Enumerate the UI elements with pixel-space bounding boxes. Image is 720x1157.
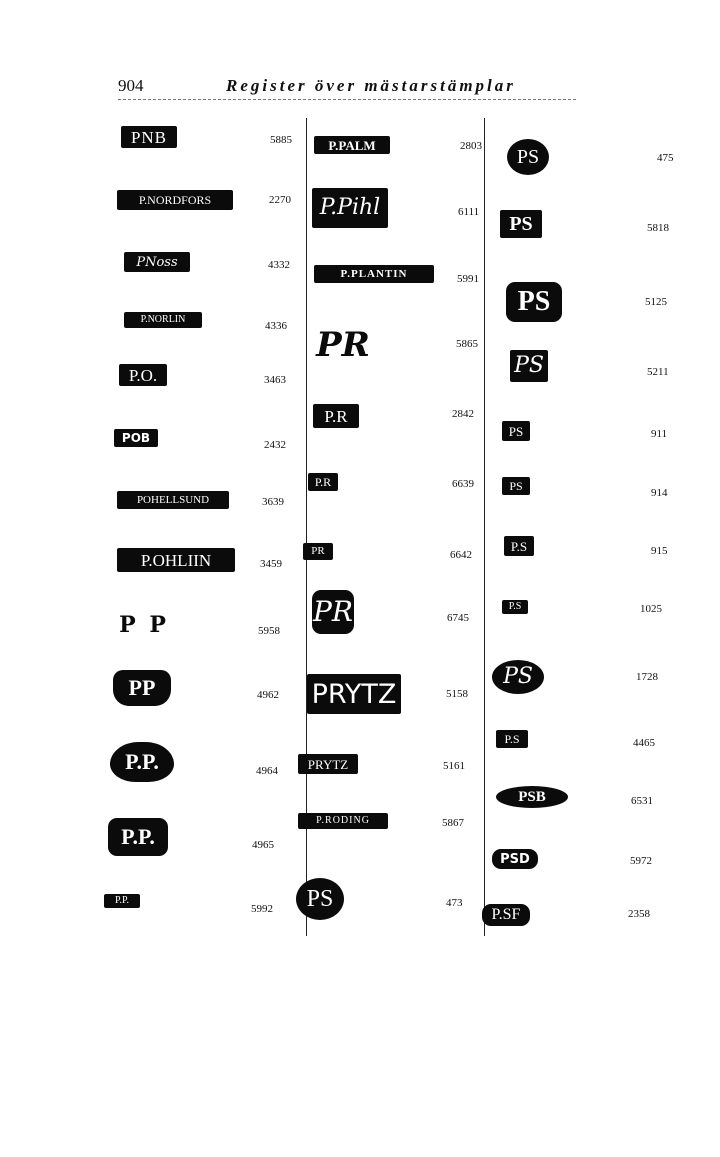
stamp-mark: P.P. [104,894,140,908]
stamp-mark: P.OHLIIN [117,548,235,572]
stamp-number: 2842 [452,408,474,420]
stamp-number: 915 [651,545,668,557]
stamp-number: 5158 [446,688,468,700]
stamp-number: 473 [446,897,463,909]
stamp-number: 5865 [456,338,478,350]
stamp-mark: PNB [121,126,177,148]
stamp-mark: PS [507,139,549,175]
stamp-mark: PSD [492,849,538,869]
stamp-mark: PR [303,543,333,560]
stamp-mark: PS [296,878,344,920]
stamp-mark: P.R [308,473,338,491]
stamp-mark: P.NORDFORS [117,190,233,210]
stamp-mark: P.NORLIN [124,312,202,328]
stamp-number: 6639 [452,478,474,490]
stamp-mark: P P [119,612,169,638]
stamp-number: 6111 [458,206,480,218]
stamp-mark: P.RODING [298,813,388,829]
stamp-mark: PS [510,350,548,382]
stamp-number: 2432 [264,439,286,451]
page-number: 904 [118,76,144,95]
stamp-number: 3639 [262,496,284,508]
stamp-mark: PNoss [124,252,190,272]
stamp-number: 2803 [460,140,482,152]
stamp-number: 914 [651,487,668,499]
stamp-number: 5867 [442,817,464,829]
stamp-number: 5161 [443,760,465,772]
stamp-mark: PS [502,477,530,495]
stamp-number: 911 [651,428,668,440]
stamp-mark: P.P. [108,818,168,856]
stamp-number: 5885 [270,134,292,146]
stamp-number: 5958 [258,625,280,637]
stamp-mark: P.SF [482,904,530,926]
stamp-number: 4336 [265,320,287,332]
stamp-mark: PS [492,660,544,694]
stamp-number: 5818 [647,222,669,234]
stamp-number: 6745 [447,612,469,624]
stamp-number: 475 [657,152,674,164]
stamp-number: 4964 [256,765,278,777]
stamp-number: 5991 [457,273,479,285]
stamp-mark: P.O. [119,364,167,386]
stamp-mark: P.S [496,730,528,748]
stamp-mark: PS [506,282,562,322]
stamp-mark: POHELLSUND [117,491,229,509]
stamp-number: 5211 [647,366,669,378]
stamp-mark: PP [113,670,171,706]
stamp-mark: P.S [502,600,528,614]
stamp-mark: PS [500,210,542,238]
stamp-number: 1728 [636,671,658,683]
stamp-mark: PSB [496,786,568,808]
stamp-mark: PRYTZ [307,674,401,714]
stamp-number: 3459 [260,558,282,570]
header-rule [118,99,576,100]
stamp-number: 2358 [628,908,650,920]
stamp-number: 4962 [257,689,279,701]
stamp-mark: P.PALM [314,136,390,154]
stamp-number: 4965 [252,839,274,851]
stamp-number: 5125 [645,296,667,308]
stamp-mark: PR [312,590,354,634]
stamp-mark: P.P. [110,742,174,782]
stamp-mark: PS [502,421,530,441]
stamp-number: 2270 [269,194,291,206]
stamp-number: 5972 [630,855,652,867]
stamp-mark: POB [114,429,158,447]
stamp-mark: PRYTZ [298,754,358,774]
stamp-mark: P.S [504,536,534,556]
stamp-number: 4465 [633,737,655,749]
stamp-number: 1025 [640,603,662,615]
stamp-mark: PR [316,325,370,365]
stamp-number: 6642 [450,549,472,561]
stamp-mark: P.R [313,404,359,428]
stamp-mark: P.Pihl [312,188,388,228]
running-title: Register över mästarstämplar [226,76,516,95]
stamp-mark: P.PLANTIN [314,265,434,283]
stamp-number: 4332 [268,259,290,271]
stamp-number: 5992 [251,903,273,915]
stamp-number: 6531 [631,795,653,807]
column-divider-2 [484,118,485,936]
stamp-number: 3463 [264,374,286,386]
